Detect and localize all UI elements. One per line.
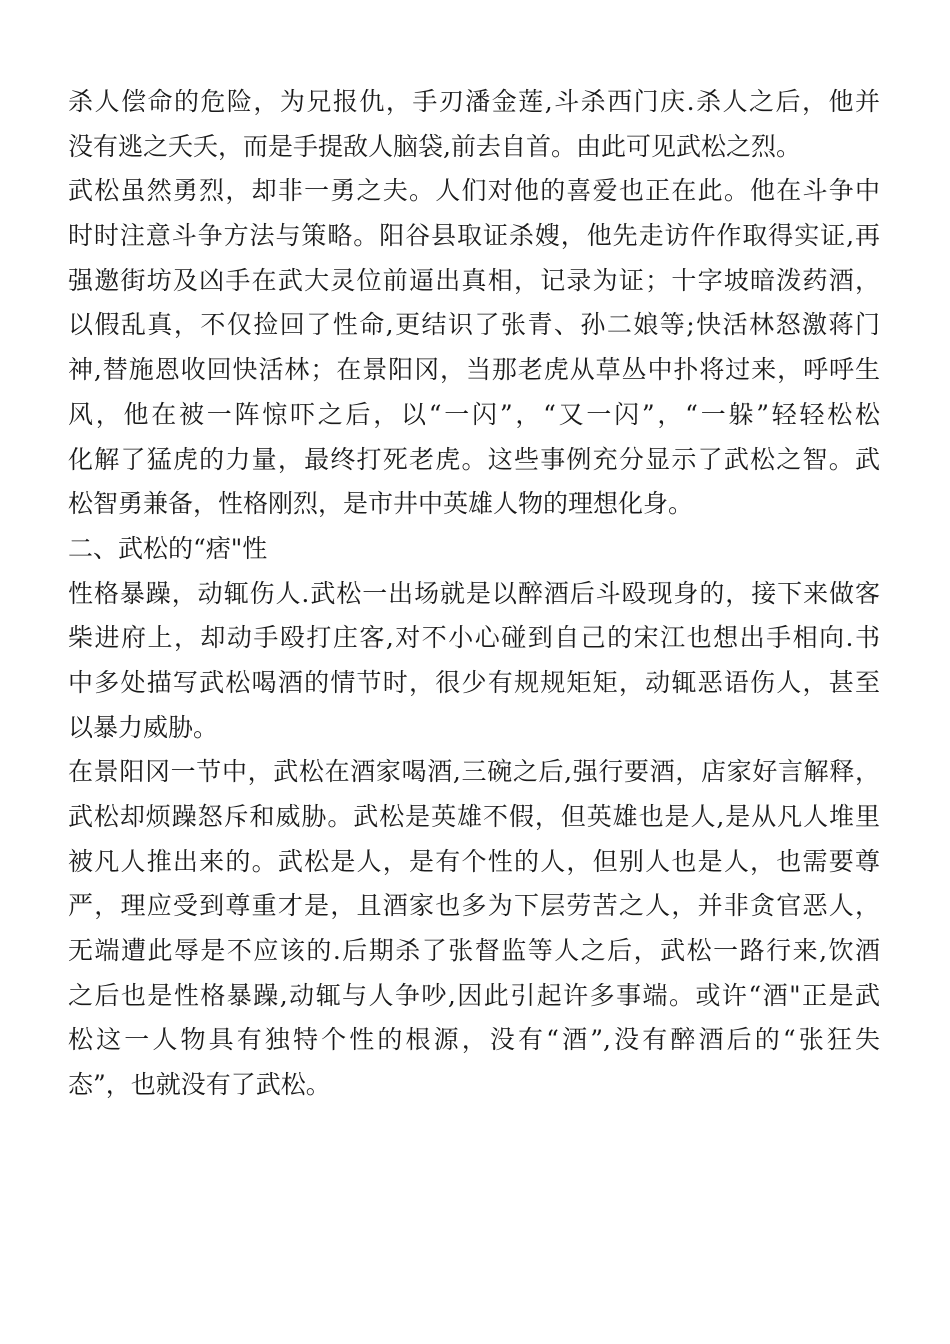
text-line: 无端遭此辱是不应该的.后期杀了张督监等人之后，武松一路行来,饮酒 — [68, 936, 880, 966]
text-line: 没有逃之夭夭，而是手提敌人脑袋,前去自首。由此可见武松之烈。 — [68, 131, 801, 161]
text-line: 之后也是性格暴躁,动辄与人争吵,因此引起许多事端。或许“酒"正是武 — [68, 980, 880, 1010]
text-line: 中多处描写武松喝酒的情节时，很少有规规矩矩，动辄恶语伤人，甚至 — [68, 667, 880, 697]
text-line: 以暴力威胁。 — [68, 712, 219, 742]
text-line: 时时注意斗争方法与策略。阳谷县取证杀嫂，他先走访仵作取得实证,再 — [68, 221, 880, 251]
text-line: 以假乱真，不仅捡回了性命,更结识了张青、孙二娘等;快活林怒激蒋门 — [68, 310, 880, 340]
text-line: 风，他在被一阵惊吓之后，以“一闪”，“又一闪”，“一躲”轻轻松松 — [68, 399, 880, 429]
text-line: 武松虽然勇烈，却非一勇之夫。人们对他的喜爱也正在此。他在斗争中 — [68, 176, 880, 206]
text-line: 柴进府上，却动手殴打庄客,对不小心碰到自己的宋江也想出手相向.书 — [68, 623, 880, 653]
text-line: 武松却烦躁怒斥和威胁。武松是英雄不假，但英雄也是人,是从凡人堆里 — [68, 802, 880, 831]
text-line: 松智勇兼备，性格刚烈，是市井中英雄人物的理想化身。 — [68, 489, 694, 519]
text-line: 神,替施恩收回快活林；在景阳冈，当那老虎从草丛中扑将过来，呼呼生 — [68, 355, 880, 385]
body-text — [68, 80, 880, 1108]
text-line: 被凡人推出来的。武松是人，是有个性的人，但别人也是人，也需要尊 — [68, 846, 880, 876]
text-line: 松这一人物具有独特个性的根源，没有“酒”,没有醉酒后的“张狂失 — [68, 1025, 880, 1055]
text-line: 强邀街坊及凶手在武大灵位前逼出真相，记录为证；十字坡暗泼药酒， — [68, 265, 880, 295]
text-line: 性格暴躁，动辄伤人.武松一出场就是以醉酒后斗殴现身的，接下来做客 — [68, 578, 880, 608]
text-line: 化解了猛虎的力量，最终打死老虎。这些事例充分显示了武松之智。武 — [68, 444, 880, 474]
text-line: 杀人偿命的危险，为兄报仇，手刃潘金莲,斗杀西门庆.杀人之后，他并 — [68, 87, 880, 116]
section-heading: 二、武松的“痞"性 — [68, 533, 268, 563]
text-line: 态”，也就没有了武松。 — [68, 1070, 331, 1100]
text-line: 在景阳冈一节中，武松在酒家喝酒,三碗之后,强行要酒，店家好言解释， — [68, 757, 880, 787]
text-line: 严，理应受到尊重才是，且酒家也多为下层劳苦之人，并非贪官恶人， — [68, 891, 880, 921]
